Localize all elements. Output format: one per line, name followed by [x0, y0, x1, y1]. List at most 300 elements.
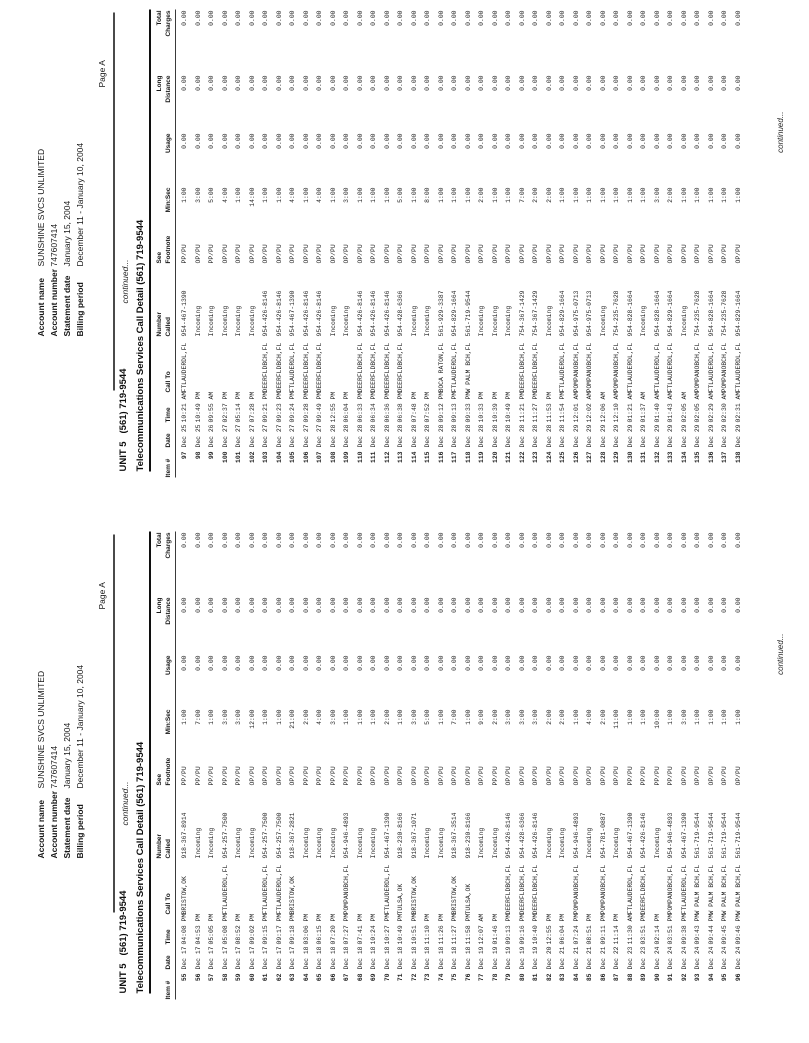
cell-number-called: 954-426-8146 [302, 290, 310, 337]
cell-see-footnote: PP/PU [343, 765, 350, 785]
cell-number-called: 918-230-8166 [397, 811, 404, 858]
cell-item-number: 135 [694, 451, 701, 464]
cell-usage: 0.00 [707, 655, 715, 671]
cell-min-sec: 1:00 [613, 187, 620, 203]
call-row [627, 522, 641, 1043]
cell-see-footnote: OP/PU [235, 244, 242, 264]
cell-number-called: 954-428-6366 [518, 811, 526, 858]
cell-time: 09:24 PM [289, 391, 296, 423]
statement-date-label: Statement date [62, 797, 72, 858]
cell-item-number: 119 [478, 451, 485, 464]
cell-total-charges: 0.00 [613, 10, 620, 26]
cell-item-number: 100 [221, 451, 229, 464]
cell-min-sec: 1:00 [491, 187, 499, 203]
cell-date: Dec 28 [451, 424, 458, 448]
cell-time: 02:29 AM [707, 391, 715, 423]
cell-long-distance: 0.00 [491, 75, 499, 91]
call-row [235, 1, 249, 522]
cell-date: Dec 29 [667, 424, 674, 448]
cell-call-to: FTLAUDERDL,FL [559, 342, 566, 393]
cell-see-footnote: OP/PU [559, 244, 566, 264]
cell-item-number: 112 [383, 451, 391, 464]
cell-item-number: 114 [410, 451, 418, 464]
cell-min-sec: 2:00 [559, 709, 566, 725]
col-header-min-sec: Min:Sec [165, 709, 172, 734]
cell-time: 10:40 PM [532, 913, 539, 944]
cell-item-number: 96 [734, 973, 742, 981]
cell-long-distance: 0.00 [707, 597, 715, 613]
cell-date: Dec 19 [491, 945, 499, 969]
cell-date: Dec 24 [721, 945, 728, 969]
cell-see-footnote: OP/PU [356, 244, 364, 264]
cell-min-sec: 4:00 [316, 709, 323, 725]
cell-see-footnote: OP/PU [653, 244, 661, 264]
call-rows [0, 522, 809, 1043]
cell-min-sec: 1:00 [356, 709, 364, 725]
cell-long-distance: 0.00 [194, 597, 202, 613]
cell-call-to: W PALM BCH,FL [734, 864, 742, 914]
cell-date: Dec 29 [707, 424, 715, 448]
cell-date: Dec 21 [599, 945, 607, 969]
cell-long-distance: 0.00 [640, 597, 647, 613]
cell-long-distance: 0.00 [640, 75, 647, 91]
cell-usage: 0.00 [505, 655, 512, 671]
cell-min-sec: 5:00 [208, 187, 215, 203]
cell-long-distance: 0.00 [208, 597, 215, 613]
cell-date: Dec 18 [397, 945, 404, 969]
cell-see-footnote: OP/PU [397, 244, 404, 264]
cell-time: 11:27 PM [532, 391, 539, 423]
cell-time: 11:10 PM [424, 913, 431, 944]
call-row [249, 522, 263, 1043]
cell-time: 12:02 AM [586, 391, 593, 423]
cell-usage: 0.00 [302, 655, 310, 671]
cell-item-number: 107 [316, 451, 323, 464]
cell-time: 01:37 AM [640, 391, 647, 423]
cell-min-sec: 1:00 [707, 187, 715, 203]
cell-usage: 0.00 [221, 133, 229, 149]
cell-date: Dec 24 [653, 945, 661, 969]
col-header-charges: Charges [165, 532, 172, 559]
cell-number-called: Incoming [478, 305, 485, 337]
cell-number-called: 954-467-1390 [181, 290, 188, 337]
cell-date: Dec 21 [572, 945, 580, 969]
cell-min-sec: 1:00 [464, 709, 472, 725]
cell-see-footnote: OP/PU [383, 244, 391, 264]
cell-item-number: 113 [397, 451, 404, 464]
cell-long-distance: 0.00 [613, 597, 620, 613]
cell-call-to: POMPANOBCH,FL [694, 342, 701, 393]
cell-long-distance: 0.00 [572, 597, 580, 613]
cell-number-called: Incoming [221, 305, 229, 337]
cell-time: 07:20 PM [329, 913, 337, 944]
cell-min-sec: 5:00 [424, 709, 431, 725]
cell-number-called: 561-719-9544 [734, 811, 742, 858]
call-row [492, 1, 506, 522]
call-row [411, 1, 425, 522]
col-header-date: Date [165, 433, 172, 448]
cell-total-charges: 0.00 [410, 532, 418, 548]
cell-min-sec: 1:00 [626, 709, 634, 725]
cell-date: Dec 18 [410, 945, 418, 969]
call-row [640, 1, 654, 522]
cell-item-number: 92 [680, 973, 688, 981]
col-header-item: Item # [165, 980, 172, 999]
cell-usage: 0.00 [613, 655, 620, 671]
cell-total-charges: 0.00 [221, 532, 229, 548]
cell-time: 07:41 PM [356, 913, 364, 944]
cell-item-number: 61 [262, 973, 269, 981]
cell-long-distance: 0.00 [410, 75, 418, 91]
cell-see-footnote: OP/PU [734, 765, 742, 785]
cell-time: 09:38 PM [680, 913, 688, 944]
cell-min-sec: 9:00 [478, 709, 485, 725]
cell-number-called: 954-828-1664 [626, 290, 634, 337]
cell-date: Dec 18 [451, 945, 458, 969]
cell-min-sec: 1:00 [694, 709, 701, 725]
cell-total-charges: 0.00 [721, 532, 728, 548]
cell-date: Dec 17 [194, 945, 202, 969]
cell-time: 10:33 PM [478, 391, 485, 423]
cell-time: 03:51 PM [640, 913, 647, 944]
cell-number-called: 561-719-9544 [707, 811, 715, 858]
cell-date: Dec 28 [356, 424, 364, 448]
cell-time: 11:30 AM [626, 913, 634, 944]
cell-see-footnote: OP/PU [721, 244, 728, 264]
cell-item-number: 125 [559, 451, 566, 464]
cell-usage: 0.00 [613, 133, 620, 149]
cell-see-footnote: OP/PU [694, 765, 701, 785]
cell-total-charges: 0.00 [383, 532, 391, 548]
cell-usage: 0.00 [194, 655, 202, 671]
cell-min-sec: 3:00 [329, 709, 337, 725]
cell-long-distance: 0.00 [721, 597, 728, 613]
cell-usage: 0.00 [356, 655, 364, 671]
cell-see-footnote: OP/PU [437, 244, 445, 264]
cell-min-sec: 1:00 [181, 187, 188, 203]
cell-min-sec: 2:00 [545, 709, 553, 725]
cell-date: Dec 28 [478, 424, 485, 448]
cell-usage: 0.00 [275, 655, 283, 671]
cell-call-to: FTLAUDERDL,FL [262, 864, 269, 914]
cell-item-number: 95 [721, 973, 728, 981]
col-header-number: Number [155, 311, 163, 337]
cell-min-sec: 1:00 [680, 187, 688, 203]
cell-call-to: DEERFLDBCH,FL [397, 342, 404, 393]
cell-usage: 0.00 [289, 133, 296, 149]
cell-time: 04:53 PM [194, 913, 202, 944]
cell-min-sec: 10:00 [653, 709, 661, 729]
cell-total-charges: 0.00 [734, 10, 742, 26]
cell-number-called: Incoming [343, 305, 350, 337]
cell-long-distance: 0.00 [532, 597, 539, 613]
cell-time: 02:31 AM [734, 391, 742, 423]
cell-total-charges: 0.00 [532, 532, 539, 548]
cell-min-sec: 2:00 [302, 709, 310, 725]
cell-usage: 0.00 [343, 655, 350, 671]
cell-min-sec: 3:00 [410, 709, 418, 725]
cell-time: 07:28 PM [248, 391, 256, 423]
cell-number-called: 954-426-8146 [505, 811, 512, 858]
cell-time: 09:13 PM [505, 913, 512, 944]
call-row [600, 1, 614, 522]
page-block-items-55-96 [0, 522, 809, 1043]
cell-usage: 0.00 [518, 655, 526, 671]
call-row [424, 1, 438, 522]
cell-min-sec: 1:00 [640, 187, 647, 203]
cell-total-charges: 0.00 [545, 10, 553, 26]
cell-item-number: 110 [356, 451, 364, 464]
cell-number-called: 954-828-1664 [707, 290, 715, 337]
cell-total-charges: 0.00 [626, 532, 634, 548]
cell-total-charges: 0.00 [518, 10, 526, 26]
cell-time: 02:14 PM [653, 913, 661, 944]
cell-min-sec: 1:00 [451, 187, 458, 203]
cell-min-sec: 1:00 [586, 187, 593, 203]
cell-long-distance: 0.00 [734, 75, 742, 91]
cell-total-charges: 0.00 [221, 10, 229, 26]
cell-total-charges: 0.00 [181, 532, 188, 548]
cell-see-footnote: PP/PU [194, 765, 202, 785]
call-row [546, 522, 560, 1043]
call-row [222, 1, 236, 522]
cell-total-charges: 0.00 [248, 10, 256, 26]
cell-usage: 0.00 [653, 655, 661, 671]
call-row [586, 1, 600, 522]
cell-total-charges: 0.00 [586, 532, 593, 548]
cell-see-footnote: OP/PU [262, 244, 269, 264]
cell-long-distance: 0.00 [707, 75, 715, 91]
cell-item-number: 94 [707, 973, 715, 981]
cell-time: 09:02 PM [248, 913, 256, 944]
cell-call-to: FTLAUDERDL,FL [626, 342, 634, 393]
cell-total-charges: 0.00 [437, 532, 445, 548]
cell-date: Dec 28 [383, 424, 391, 448]
cell-date: Dec 23 [640, 945, 647, 969]
call-row [195, 1, 209, 522]
cell-usage: 0.00 [410, 133, 418, 149]
cell-time: 10:39 PM [491, 391, 499, 423]
cell-long-distance: 0.00 [532, 75, 539, 91]
cell-see-footnote: OP/PU [302, 244, 310, 264]
call-row [276, 522, 290, 1043]
cell-time: 11:26 PM [437, 913, 445, 944]
cell-long-distance: 0.00 [694, 75, 701, 91]
cell-item-number: 91 [667, 973, 674, 981]
cell-date: Dec 28 [491, 424, 499, 448]
cell-see-footnote: OP/PU [424, 244, 431, 264]
cell-time: 11:14 PM [613, 913, 620, 944]
call-row [505, 1, 519, 522]
cell-usage: 0.00 [464, 133, 472, 149]
cell-usage: 0.00 [694, 655, 701, 671]
cell-long-distance: 0.00 [343, 75, 350, 91]
cell-see-footnote: PP/PU [491, 765, 499, 785]
cell-min-sec: 1:00 [302, 187, 310, 203]
cell-number-called: Incoming [370, 827, 377, 858]
cell-usage: 0.00 [302, 133, 310, 149]
cell-usage: 0.00 [721, 655, 728, 671]
cell-total-charges: 0.00 [410, 10, 418, 26]
footer-continued-note: continued... [776, 111, 785, 153]
cell-time: 01:40 AM [653, 391, 661, 423]
cell-min-sec: 2:00 [599, 709, 607, 725]
col-header-charges: Charges [165, 10, 172, 37]
cell-call-to: FTLAUDERDL,FL [667, 342, 674, 393]
unit-heading: UNIT 5 (561) 719-9544 [118, 890, 129, 993]
cell-time: 12:10 AM [613, 391, 620, 423]
unit-heading: UNIT 5 (561) 719-9544 [118, 368, 129, 472]
cell-item-number: 137 [721, 451, 728, 464]
cell-item-number: 75 [451, 973, 458, 981]
cell-item-number: 83 [559, 973, 566, 981]
cell-number-called: Incoming [424, 827, 431, 858]
cell-total-charges: 0.00 [343, 10, 350, 26]
cell-number-called: Incoming [410, 305, 418, 337]
cell-total-charges: 0.00 [626, 10, 634, 26]
cell-date: Dec 19 [478, 945, 485, 969]
col-header-time: Time [165, 928, 172, 944]
cell-total-charges: 0.00 [505, 532, 512, 548]
cell-min-sec: 3:00 [235, 709, 242, 725]
call-row [451, 522, 465, 1043]
cell-long-distance: 0.00 [667, 597, 674, 613]
cell-min-sec: 1:00 [397, 709, 404, 725]
cell-long-distance: 0.00 [491, 597, 499, 613]
cell-min-sec: 1:00 [329, 187, 337, 203]
cell-item-number: 115 [424, 451, 431, 464]
cell-see-footnote: OP/PU [599, 244, 607, 264]
cell-total-charges: 0.00 [559, 532, 566, 548]
cell-see-footnote: OP/PU [613, 765, 620, 785]
cell-call-to: BRISTOW,OK [451, 875, 458, 914]
cell-long-distance: 0.00 [653, 597, 661, 613]
cell-call-to: FTLAUDERDL,FL [289, 342, 296, 393]
call-row [370, 1, 384, 522]
cell-item-number: 70 [383, 973, 391, 981]
cell-usage: 0.00 [545, 655, 553, 671]
cell-item-number: 63 [289, 973, 296, 981]
cell-min-sec: 1:00 [505, 187, 512, 203]
cell-date: Dec 17 [262, 945, 269, 969]
cell-total-charges: 0.00 [248, 532, 256, 548]
cell-min-sec: 2:00 [532, 187, 539, 203]
cell-call-to: DEERFLDBCH,FL [316, 342, 323, 393]
cell-long-distance: 0.00 [586, 597, 593, 613]
cell-call-to: POMPANOBCH,FL [572, 864, 580, 914]
cell-item-number: 73 [424, 973, 431, 981]
cell-number-called: Incoming [640, 305, 647, 337]
cell-usage: 0.00 [599, 655, 607, 671]
cell-number-called: 954-426-8146 [532, 811, 539, 858]
cell-number-called: 561-719-9544 [721, 811, 728, 858]
cell-usage: 0.00 [262, 655, 269, 671]
cell-usage: 0.00 [707, 133, 715, 149]
cell-long-distance: 0.00 [613, 75, 620, 91]
cell-long-distance: 0.00 [451, 75, 458, 91]
cell-long-distance: 0.00 [734, 597, 742, 613]
cell-min-sec: 1:00 [275, 187, 283, 203]
cell-min-sec: 1:00 [383, 187, 391, 203]
call-row [667, 522, 681, 1043]
cell-item-number: 87 [613, 973, 620, 981]
cell-usage: 0.00 [653, 133, 661, 149]
cell-total-charges: 0.00 [721, 10, 728, 26]
cell-see-footnote: PP/PU [181, 244, 188, 264]
cell-long-distance: 0.00 [464, 75, 472, 91]
cell-number-called: Incoming [505, 305, 512, 337]
cell-item-number: 97 [181, 451, 188, 460]
cell-date: Dec 18 [316, 945, 323, 969]
call-row [384, 1, 398, 522]
cell-number-called: 754-367-1429 [518, 290, 526, 337]
cell-number-called: 918-367-3514 [451, 811, 458, 858]
call-row [289, 1, 303, 522]
cell-number-called: Incoming [680, 305, 688, 337]
statement-date-label: Statement date [62, 275, 72, 337]
col-header-total: Total [155, 532, 163, 548]
cell-item-number: 88 [626, 973, 634, 981]
cell-total-charges: 0.00 [505, 10, 512, 26]
cell-usage: 0.00 [491, 133, 499, 149]
cell-total-charges: 0.00 [694, 10, 701, 26]
cell-see-footnote: OP/PU [734, 244, 742, 264]
cell-usage: 0.00 [370, 655, 377, 671]
cell-see-footnote: OP/PU [721, 765, 728, 785]
cell-usage: 0.00 [734, 133, 742, 149]
cell-min-sec: 1:00 [262, 187, 269, 203]
cell-see-footnote: OP/PU [316, 244, 323, 264]
cell-date: Dec 17 [275, 945, 283, 969]
call-row [640, 522, 654, 1043]
cell-item-number: 64 [302, 973, 310, 981]
call-row [343, 522, 357, 1043]
cell-total-charges: 0.00 [302, 532, 310, 548]
cell-total-charges: 0.00 [707, 532, 715, 548]
cell-date: Dec 18 [302, 945, 310, 969]
cell-time: 07:27 PM [343, 913, 350, 944]
cell-date: Dec 24 [734, 945, 742, 969]
cell-time: 09:33 PM [464, 391, 472, 423]
cell-call-to: DEERFLDBCH,FL [356, 342, 364, 393]
cell-date: Dec 18 [343, 945, 350, 969]
cell-item-number: 128 [599, 451, 607, 464]
cell-long-distance: 0.00 [545, 597, 553, 613]
cell-usage: 0.00 [343, 133, 350, 149]
cell-time: 08:51 PM [586, 913, 593, 944]
call-row [181, 522, 195, 1043]
bill-sheet [0, 522, 809, 1043]
cell-call-to: DEERFLDBCH,FL [505, 864, 512, 914]
cell-total-charges: 0.00 [275, 532, 283, 548]
cell-date: Dec 29 [572, 424, 580, 448]
cell-long-distance: 0.00 [289, 75, 296, 91]
cell-usage: 0.00 [572, 655, 580, 671]
call-row [735, 522, 749, 1043]
cell-item-number: 132 [653, 451, 661, 464]
cell-time: 10:51 PM [410, 913, 418, 944]
cell-date: Dec 21 [586, 945, 593, 969]
cell-min-sec: 1:00 [734, 709, 742, 725]
cell-date: Dec 28 [545, 424, 553, 448]
col-header-see: See [155, 773, 163, 785]
cell-item-number: 55 [181, 973, 188, 981]
cell-time: 06:15 PM [316, 913, 323, 944]
cell-usage: 0.00 [221, 655, 229, 671]
cell-number-called: 918-367-1071 [410, 811, 418, 858]
cell-call-to: BRISTOW,OK [410, 875, 418, 914]
cell-call-to: POMPANOBCH,FL [599, 864, 607, 914]
